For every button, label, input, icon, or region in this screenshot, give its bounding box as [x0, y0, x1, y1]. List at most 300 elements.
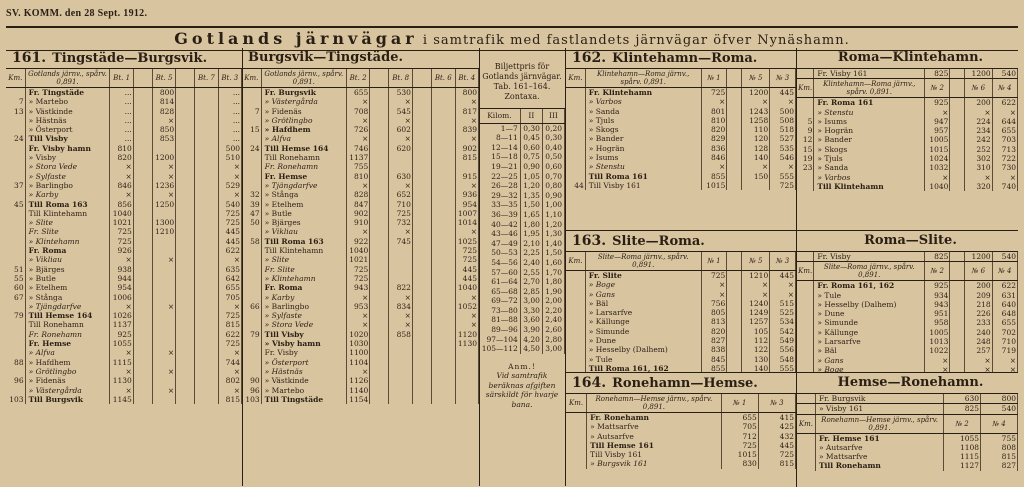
table-cell — [432, 320, 455, 329]
table-cell: 828 — [152, 107, 175, 116]
table-cell — [566, 308, 585, 317]
table-cell: × — [389, 134, 412, 143]
table-cell — [176, 227, 195, 236]
table-cell: » Bjärges — [261, 218, 346, 227]
table-cell: Fr. Visby hamn — [25, 144, 110, 153]
table-row — [566, 422, 796, 431]
table-cell: » Etelhem — [261, 200, 346, 209]
table-cell — [412, 395, 431, 404]
table-cell — [152, 320, 175, 329]
table-cell: 540 — [218, 200, 241, 209]
table-row — [797, 145, 1018, 154]
table-cell — [242, 274, 261, 283]
table-cell: × — [925, 365, 950, 373]
table-cell — [797, 98, 814, 108]
table-cell — [566, 299, 585, 308]
table-cell: 50—53 — [479, 248, 520, 258]
column-header: Km. — [797, 79, 814, 98]
table-cell: 708 — [346, 107, 369, 116]
table-cell: » Martebo — [261, 386, 346, 395]
table-row — [797, 337, 1018, 346]
table-cell: 725 — [218, 311, 241, 320]
table-cell: 150 — [742, 172, 770, 181]
table-cell — [797, 300, 814, 309]
table-cell — [370, 200, 389, 209]
table-cell: 73—80 — [479, 306, 520, 316]
table-cell — [797, 433, 815, 443]
table-cell — [432, 218, 455, 227]
table-cell: 915 — [455, 172, 479, 181]
table-cell — [432, 274, 455, 283]
table-cell — [797, 346, 814, 355]
table-cell: × — [770, 280, 796, 289]
table-cell: 43—46 — [479, 229, 520, 239]
table-cell — [412, 283, 431, 292]
table-cell: 622 — [992, 281, 1017, 291]
table-cell: » Slite — [25, 218, 110, 227]
table-cell — [176, 339, 195, 348]
table-cell: × — [965, 365, 992, 373]
table-cell — [176, 367, 195, 376]
table-cell: 827 — [701, 336, 727, 345]
column-header: № 6 — [965, 262, 992, 281]
column-header: № 4 — [992, 79, 1017, 98]
table-cell: 2,60 — [542, 325, 564, 335]
table-cell: » Simunde — [585, 327, 701, 336]
table-cell: 710 — [992, 337, 1017, 346]
table-cell: 925 — [110, 330, 133, 339]
table-cell — [195, 348, 218, 357]
table-cell — [432, 125, 455, 134]
table-cell: 67 — [6, 293, 25, 302]
table-cell: 89—96 — [479, 325, 520, 335]
table-cell — [133, 367, 152, 376]
column-header: Bt. 8 — [389, 69, 412, 88]
table-cell — [6, 172, 25, 181]
table-cell: 1014 — [455, 218, 479, 227]
table-cell: » Larsarfve — [585, 308, 701, 317]
table-cell: 1024 — [925, 154, 950, 163]
table-cell: × — [992, 365, 1017, 373]
table-cell — [133, 386, 152, 395]
fare-grid — [479, 109, 565, 354]
table-cell: » Dune — [585, 336, 701, 345]
table-cell: 745 — [389, 237, 412, 246]
table-cell: 1005 — [925, 135, 950, 144]
table-cell — [950, 281, 965, 291]
table-cell: 853 — [152, 134, 175, 143]
table-cell — [566, 153, 585, 162]
table-cell: 756 — [701, 299, 727, 308]
table-cell: 725 — [218, 209, 241, 218]
table-cell — [370, 162, 389, 171]
table-cell — [370, 320, 389, 329]
column-header: Slite—Roma järnv., spårv. 0,891. — [585, 252, 701, 271]
table-cell — [797, 328, 814, 337]
column-header — [950, 262, 965, 281]
table-cell — [727, 345, 742, 354]
table-cell: ... — [218, 134, 241, 143]
table-cell: 445 — [770, 271, 796, 281]
table-cell — [412, 311, 431, 320]
table-row — [6, 162, 242, 171]
table-cell: 825 — [925, 69, 950, 79]
table-cell — [152, 330, 175, 339]
table-row — [566, 413, 796, 423]
table-cell — [133, 358, 152, 367]
table-row — [479, 200, 565, 210]
table-cell: × — [965, 173, 992, 182]
table-cell — [133, 339, 152, 348]
table-cell: 9 — [797, 126, 814, 135]
fare-table — [479, 48, 566, 486]
table-row — [566, 271, 796, 281]
table-row — [797, 452, 1018, 461]
table-cell — [412, 181, 431, 190]
table-cell: 3,60 — [520, 315, 542, 325]
table-row — [242, 153, 479, 162]
table-cell — [389, 246, 412, 255]
table-cell: 725 — [389, 209, 412, 218]
table-cell: » Fidenäs — [261, 107, 346, 116]
table-cell: × — [965, 356, 992, 365]
table-cell: 240 — [965, 328, 992, 337]
table-cell: × — [455, 181, 479, 190]
table-cell — [176, 320, 195, 329]
table-cell: 242 — [965, 135, 992, 144]
table-cell: ... — [218, 88, 241, 98]
table-row — [6, 274, 242, 283]
table-163-grid — [566, 252, 796, 373]
table-cell: 15 — [797, 145, 814, 154]
table-cell — [727, 181, 742, 190]
table-row — [6, 190, 242, 199]
table-162-name: Klintehamn—Roma. — [612, 51, 758, 66]
table-row — [242, 125, 479, 134]
table-cell: » Burgsvik 161 — [587, 459, 721, 468]
table-cell — [566, 97, 585, 106]
table-cell: × — [218, 172, 241, 181]
table-cell: 1210 — [742, 271, 770, 281]
table-cell — [176, 293, 195, 302]
table-row — [6, 358, 242, 367]
table-cell — [370, 134, 389, 143]
table-cell — [6, 246, 25, 255]
table-cell — [950, 291, 965, 300]
table-cell — [389, 348, 412, 357]
table-cell: 0,80 — [542, 181, 564, 191]
table-cell — [389, 367, 412, 376]
table-cell: 1100 — [346, 348, 369, 357]
table-cell — [566, 327, 585, 336]
table-cell — [195, 97, 218, 106]
column-header: Bt. 4 — [455, 69, 479, 88]
table-cell: 850 — [152, 125, 175, 134]
table-row — [479, 296, 565, 306]
table-cell — [195, 190, 218, 199]
table-cell — [242, 367, 261, 376]
table-cell: 0,75 — [520, 152, 542, 162]
table-cell: × — [389, 293, 412, 302]
table-cell — [412, 348, 431, 357]
table-cell: 1030 — [346, 339, 369, 348]
table-cell — [389, 265, 412, 274]
table-row — [566, 290, 796, 299]
table-cell: 51 — [6, 265, 25, 274]
table-cell — [176, 302, 195, 311]
table-cell — [950, 318, 965, 327]
table-row — [6, 255, 242, 264]
table-row — [797, 356, 1018, 365]
table-cell: × — [346, 311, 369, 320]
table-cell: 515 — [770, 299, 796, 308]
table-164-reverse — [797, 372, 1018, 487]
table-row — [479, 335, 565, 345]
table-cell: 60 — [6, 283, 25, 292]
table-cell — [6, 209, 25, 218]
table-cell — [727, 144, 742, 153]
table-cell: 1130 — [455, 339, 479, 348]
table-cell: 814 — [152, 97, 175, 106]
table-row — [6, 172, 242, 181]
table-cell: » Sylfaste — [261, 311, 346, 320]
table-cell: » Mattsarfve — [815, 452, 943, 461]
table-cell — [727, 125, 742, 134]
table-row — [566, 134, 796, 143]
table-cell — [176, 386, 195, 395]
table-cell — [133, 274, 152, 283]
table-cell — [412, 116, 431, 125]
table-row — [566, 153, 796, 162]
column-header: III — [542, 109, 564, 123]
column-header: № 5 — [742, 252, 770, 271]
table-cell: Fr. Hemse 161 — [815, 433, 943, 443]
table-cell — [176, 134, 195, 143]
table-row — [242, 246, 479, 255]
table-cell — [412, 246, 431, 255]
table-cell: 23 — [797, 163, 814, 172]
table-cell: 732 — [389, 218, 412, 227]
table-row — [242, 237, 479, 246]
table-cell: 655 — [992, 126, 1017, 135]
table-cell: 1145 — [110, 395, 133, 404]
table-cell: 820 — [701, 125, 727, 134]
table-cell: 540 — [981, 404, 1018, 414]
table-cell — [370, 330, 389, 339]
table-cell — [195, 395, 218, 404]
table-cell: 508 — [770, 116, 796, 125]
table-row — [566, 97, 796, 106]
table-cell: 655 — [721, 413, 758, 423]
table-cell: 1055 — [110, 339, 133, 348]
table-row — [242, 116, 479, 125]
table-cell: 630 — [389, 172, 412, 181]
table-cell: » Isums — [585, 153, 701, 162]
table-cell — [797, 452, 815, 461]
table-cell: 3,00 — [542, 344, 564, 354]
table-cell: 815 — [758, 459, 795, 468]
table-cell: 1115 — [944, 452, 981, 461]
table-cell: 22—25 — [479, 172, 520, 182]
table-cell — [242, 97, 261, 106]
header-row — [566, 394, 796, 413]
table-cell: 1249 — [742, 308, 770, 317]
table-cell — [242, 181, 261, 190]
table-cell: Till Visby — [25, 134, 110, 143]
table-cell — [432, 293, 455, 302]
table-cell — [176, 190, 195, 199]
table-cell — [242, 162, 261, 171]
table-cell — [432, 348, 455, 357]
table-cell: 24 — [242, 144, 261, 153]
table-cell: » Västkinde — [25, 107, 110, 116]
column-header: Slite—Roma järnv., spårv. 0,891. — [814, 262, 925, 281]
table-cell: 1,50 — [520, 200, 542, 210]
table-cell: » Grötlingbo — [261, 116, 346, 125]
table-cell: 810 — [701, 116, 727, 125]
table-cell — [370, 348, 389, 357]
table-cell: Till Klintehamn — [814, 182, 925, 191]
table-cell — [6, 125, 25, 134]
table-cell — [412, 274, 431, 283]
table-cell — [566, 271, 585, 281]
table-cell: 1140 — [346, 386, 369, 395]
table-row — [566, 308, 796, 317]
table-163-number: 163. — [572, 233, 607, 249]
table-cell: 1040 — [346, 246, 369, 255]
table-cell: 226 — [965, 309, 992, 318]
table-cell: Fr. Ronehamn — [587, 413, 721, 423]
table-cell — [950, 300, 965, 309]
table-cell: × — [346, 181, 369, 190]
table-cell — [195, 200, 218, 209]
table-cell: 926 — [110, 246, 133, 255]
table-161-grid — [6, 69, 242, 404]
table-cell: 112 — [742, 336, 770, 345]
table-cell — [950, 337, 965, 346]
table-cell: Fr. Slite — [261, 265, 346, 274]
table-cell — [389, 274, 412, 283]
header-row — [242, 69, 479, 88]
table-cell: 19—21 — [479, 162, 520, 172]
table-cell — [389, 339, 412, 348]
table-row — [566, 144, 796, 153]
table-cell — [133, 246, 152, 255]
table-cell: 33—35 — [479, 200, 520, 210]
table-cell: » Bjärges — [25, 265, 110, 274]
table-cell: Fr. Roma — [25, 246, 110, 255]
table-row — [242, 144, 479, 153]
table-row — [6, 293, 242, 302]
table-cell: Till Burgsvik — [25, 395, 110, 404]
table-row — [6, 116, 242, 125]
table-cell: » Tjängdarfve — [25, 302, 110, 311]
table-cell: 1137 — [110, 320, 133, 329]
table-row — [566, 450, 796, 459]
table-row — [479, 152, 565, 162]
table-cell — [133, 376, 152, 385]
table-cell — [389, 395, 412, 404]
table-cell — [950, 346, 965, 355]
table-cell: × — [701, 162, 727, 171]
table-cell — [412, 265, 431, 274]
table-cell: 744 — [218, 358, 241, 367]
table-cell — [566, 336, 585, 345]
table-cell — [6, 237, 25, 246]
table-cell: 943 — [346, 283, 369, 292]
table-cell: 1026 — [110, 311, 133, 320]
table-row — [242, 190, 479, 199]
table-cell: Till Ronehamn — [261, 153, 346, 162]
table-cell: » Hafdhem — [261, 125, 346, 134]
table-cell — [727, 116, 742, 125]
table-cell — [176, 116, 195, 125]
table-cell: 652 — [389, 190, 412, 199]
table-cell — [950, 117, 965, 126]
table-cell — [950, 69, 965, 79]
table-cell — [242, 339, 261, 348]
table-cell — [370, 116, 389, 125]
table-row — [479, 315, 565, 325]
table-cell: 0,60 — [520, 143, 542, 153]
table-cell: Fr. Slite — [25, 227, 110, 236]
table-row — [797, 182, 1018, 191]
table-cell — [176, 107, 195, 116]
table-cell — [566, 144, 585, 153]
table-row — [479, 287, 565, 297]
table-cell: × — [152, 302, 175, 311]
table-cell: × — [218, 302, 241, 311]
table-cell — [152, 144, 175, 153]
table-row — [242, 386, 479, 395]
table-cell — [176, 348, 195, 357]
table-cell: » Hesselby (Dalhem) — [814, 300, 925, 309]
table-cell: × — [455, 227, 479, 236]
table-cell — [412, 386, 431, 395]
table-cell — [566, 450, 587, 459]
table-cell: 2,40 — [520, 258, 542, 268]
table-cell: 0,90 — [520, 162, 542, 172]
table-cell: 555 — [770, 364, 796, 373]
table-cell: 830 — [721, 459, 758, 468]
table-cell: 432 — [758, 432, 795, 441]
table-cell — [566, 107, 585, 116]
table-cell: 640 — [992, 300, 1017, 309]
table-cell — [727, 162, 742, 171]
table-cell: 839 — [455, 125, 479, 134]
table-cell — [370, 311, 389, 320]
table-cell: × — [152, 162, 175, 171]
table-cell: 13 — [6, 107, 25, 116]
table-cell — [412, 209, 431, 218]
table-cell — [176, 246, 195, 255]
table-cell: 953 — [346, 302, 369, 311]
table-cell — [412, 153, 431, 162]
table-cell — [950, 252, 965, 262]
table-cell — [152, 339, 175, 348]
table-cell — [797, 291, 814, 300]
table-cell: 302 — [965, 154, 992, 163]
table-cell: 602 — [389, 125, 412, 134]
table-cell — [133, 265, 152, 274]
table-cell — [727, 308, 742, 317]
table-cell: » Stånga — [25, 293, 110, 302]
table-row — [797, 98, 1018, 108]
table-row — [6, 330, 242, 339]
table-cell: Fr. Hemse — [261, 172, 346, 181]
table-cell — [370, 227, 389, 236]
header-row — [797, 262, 1018, 281]
